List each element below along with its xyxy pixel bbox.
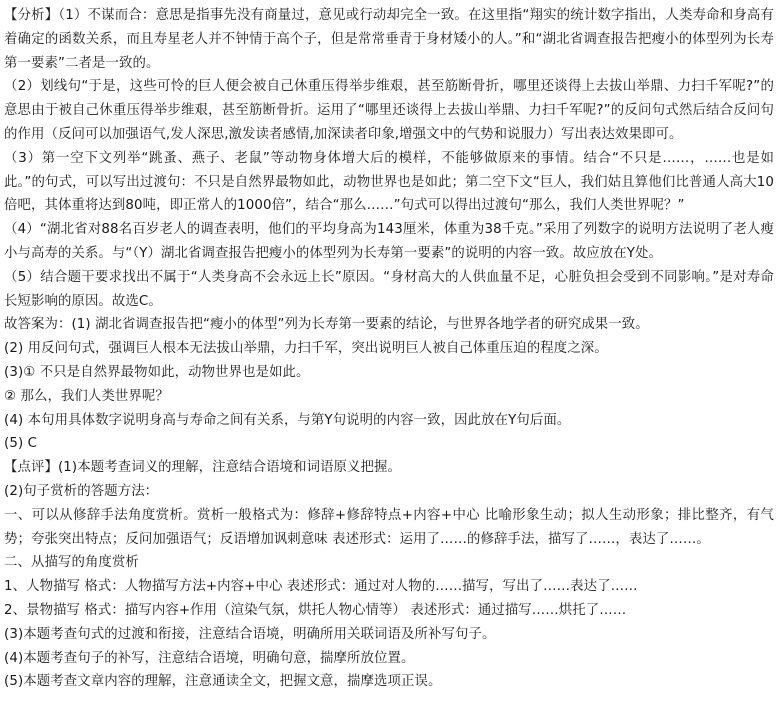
comment-item-2: (2)句子赏析的答题方法： bbox=[4, 483, 159, 499]
comment-item-7: (3)本题考查句式的过渡和衔接，注意结合语境，明确所用关联词语及所补写句子。 bbox=[4, 626, 496, 642]
answer-item-3b: ② 那么，我们人类世界呢？ bbox=[4, 388, 169, 404]
comment-item-8: (4)本题考查句子的补写，注意结合语境，明确句意，揣摩所放位置。 bbox=[4, 650, 415, 666]
answer-intro: 故答案为： bbox=[4, 317, 72, 333]
analysis-heading: 【分析】 bbox=[4, 8, 59, 23]
answer-item-4: (4) 本句用具体数字说明身高与寿命之间有关系，与第Y句说明的内容一致，因此放在Y句后面。 bbox=[4, 412, 571, 428]
comment-heading: 【点评】 bbox=[4, 460, 58, 476]
comment-item-3: 一、可以从修辞手法角度赏析。赏析一般格式为：修辞+修辞特点+内容+中心 比喻形象生动；拟人生动形象；排比整齐，有气势；夸张突出特点；反问加强语气；反语增加讽刺意味 表述形式：运用了……的修辞手法，描写了……，表达了……。 bbox=[4, 507, 774, 547]
comment-item-1-text: (1)本题考查词义的理解，注意结合语境和词语原义把握。 bbox=[57, 460, 402, 476]
analysis-item-1 bbox=[4, 4, 774, 75]
comment-item-1 bbox=[4, 456, 774, 480]
answer-item-3a: (3)① 不只是自然界最物如此，动物世界也是如此。 bbox=[4, 364, 310, 380]
comment-item-9: (5)本题考查文章内容的理解，注意通读全文，把握文意，揣摩选项正误。 bbox=[4, 674, 442, 690]
analysis-item-2: （2）划线句“于是，这些可怜的巨人便会被自己休重压得举步维艰，甚至筋断骨折，哪里还谈得上去拔山举鼎、力扫千军呢?”的意思由于被自己休重压得举步维艰，甚至筋断骨折。运用了“哪里还谈得上去拔山举鼎、力扫千军呢?”的反问句式然后结合反问句的作用（反问可以加强语气,发人深思,激发读者感情,加深读者印象,增强文中的气势和说服力）写出表达效果即可。 bbox=[4, 79, 774, 142]
comment-item-6: 2、景物描写 格式：描写内容+作用（渲染气氛，烘托人物心情等） 表述形式：通过描写……烘托了…… bbox=[4, 602, 627, 618]
answer-item-1 bbox=[4, 313, 774, 337]
analysis-item-4: （4）“湖北省对88名百岁老人的调查表明，他们的平均身高为143厘米，体重为38千克。”采用了列数字的说明方法说明了老人瘦小与高寿的关系。与“（Y）湖北省调查报告把瘦小的体型列为长寿第一要素”的说明的内容一致。故应放在Y处。 bbox=[4, 222, 774, 261]
answer-item-1-text: (1) 湖北省调查报告把“瘦小的体型”列为长寿第一要素的结论，与世界各地学者的研究成果一致。 bbox=[71, 317, 649, 333]
answer-item-5: (5) C bbox=[4, 436, 38, 452]
analysis-item-3: （3）第一空下文列举“跳蚤、燕子、老鼠”等动物身体增大后的模样，不能够做原来的事情。结合“不只是……，……也是如此。”的句式，可以写出过渡句：不只是自然界最物如此，动物世界也是如此；第二空下文“巨人，我们姑且算他们比普通人高大10倍吧，其体重将达到80吨，即正常人的1000倍”，结合“那么……”句式可以得出过渡句“那么，我们人类世界呢？” bbox=[4, 150, 774, 214]
analysis-item-5: （5）结合题干要求找出不属于“人类身高不会永远上长”原因。“身材高大的人供血量不足，心脏负担会受到不同影响。”是对寿命长短影响的原因。故选C。 bbox=[4, 269, 774, 309]
comment-item-5: 1、人物描写 格式：人物描写方法+内容+中心 表述形式：通过对人物的……描写，写出了……表达了…… bbox=[4, 579, 638, 595]
analysis-item-1-text: （1）不谋而合：意思是指事先没有商量过，意见或行动却完全一致。在这里指“翔实的统计数字指出，人类寿命和身高有着确定的函数关系，而且寿星老人并不钟情于高个子，但是常常垂青于身材矮小的人。”和“湖北省调查报告把瘦小的体型列为长寿第一要素”二者是一致的。 bbox=[4, 8, 774, 71]
answer-item-2: (2) 用反问句式，强调巨人根本无法拔山举鼎，力扫千军，突出说明巨人被自己体重压迫的程度之深。 bbox=[4, 341, 608, 357]
comment-item-4: 二、从描写的角度赏析 bbox=[4, 555, 139, 571]
